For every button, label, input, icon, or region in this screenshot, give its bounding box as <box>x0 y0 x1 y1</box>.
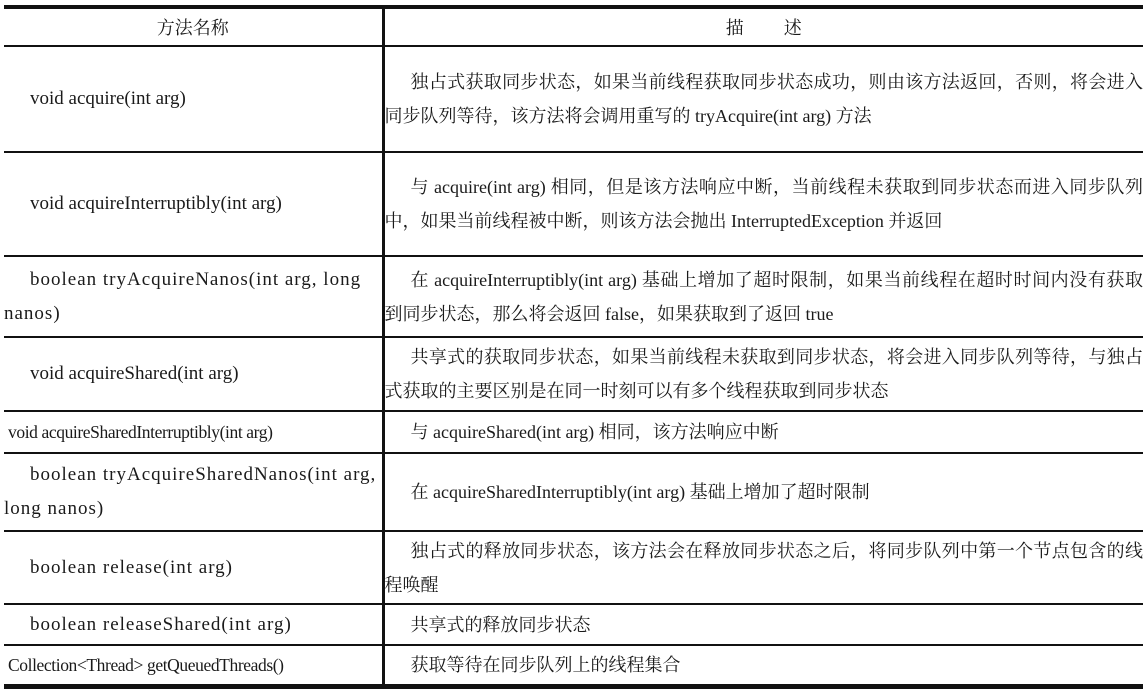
table-row <box>4 256 1143 337</box>
table-row <box>4 453 1143 531</box>
method-description: 与 acquireShared(int arg) 相同，该方法响应中断 <box>383 411 1143 453</box>
method-description: 共享式的释放同步状态 <box>383 604 1143 645</box>
header-method-name: 方法名称 <box>4 7 383 46</box>
method-name: void acquireSharedInterruptibly(int arg) <box>4 411 383 453</box>
method-description: 独占式获取同步状态，如果当前线程获取同步状态成功，则由该方法返回，否则，将会进入同步队列等待，该方法将会调用重写的 tryAcquire(int arg) 方法 <box>383 46 1143 152</box>
method-name: void acquire(int arg) <box>4 46 383 152</box>
method-name: Collection<Thread> getQueuedThreads() <box>4 645 383 687</box>
table-row <box>4 152 1143 256</box>
table-row <box>4 411 1143 453</box>
table-row <box>4 645 1143 687</box>
method-description: 在 acquireSharedInterruptibly(int arg) 基础上增加了超时限制 <box>383 453 1143 531</box>
method-description: 与 acquire(int arg) 相同，但是该方法响应中断，当前线程未获取到同步状态而进入同步队列中，如果当前线程被中断，则该方法会抛出 InterruptedException 并返回 <box>383 152 1143 256</box>
method-description: 独占式的释放同步状态，该方法会在释放同步状态之后，将同步队列中第一个节点包含的线程唤醒 <box>383 531 1143 604</box>
header-row <box>4 7 1143 46</box>
method-table <box>4 5 1143 689</box>
method-name: boolean tryAcquireSharedNanos(int arg, long nanos) <box>4 453 383 531</box>
method-description: 获取等待在同步队列上的线程集合 <box>410 655 681 675</box>
table-row <box>4 531 1143 604</box>
method-description: 共享式的获取同步状态，如果当前线程未获取到同步状态，将会进入同步队列等待，与独占式获取的主要区别是在同一时刻可以有多个线程获取到同步状态 <box>383 337 1143 411</box>
method-name: boolean release(int arg) <box>4 531 383 604</box>
method-name: void acquireInterruptibly(int arg) <box>4 152 383 256</box>
header-description: 描述 <box>383 7 1143 46</box>
method-name: boolean releaseShared(int arg) <box>4 604 383 645</box>
table-row <box>4 604 1143 645</box>
method-name: boolean tryAcquireNanos(int arg, long nanos) <box>4 256 383 337</box>
table-row <box>4 46 1143 152</box>
method-name: void acquireShared(int arg) <box>4 337 383 411</box>
table-row <box>4 337 1143 411</box>
method-description: 在 acquireInterruptibly(int arg) 基础上增加了超时限制，如果当前线程在超时时间内没有获取到同步状态，那么将会返回 false，如果获取到了返回 true <box>383 256 1143 337</box>
